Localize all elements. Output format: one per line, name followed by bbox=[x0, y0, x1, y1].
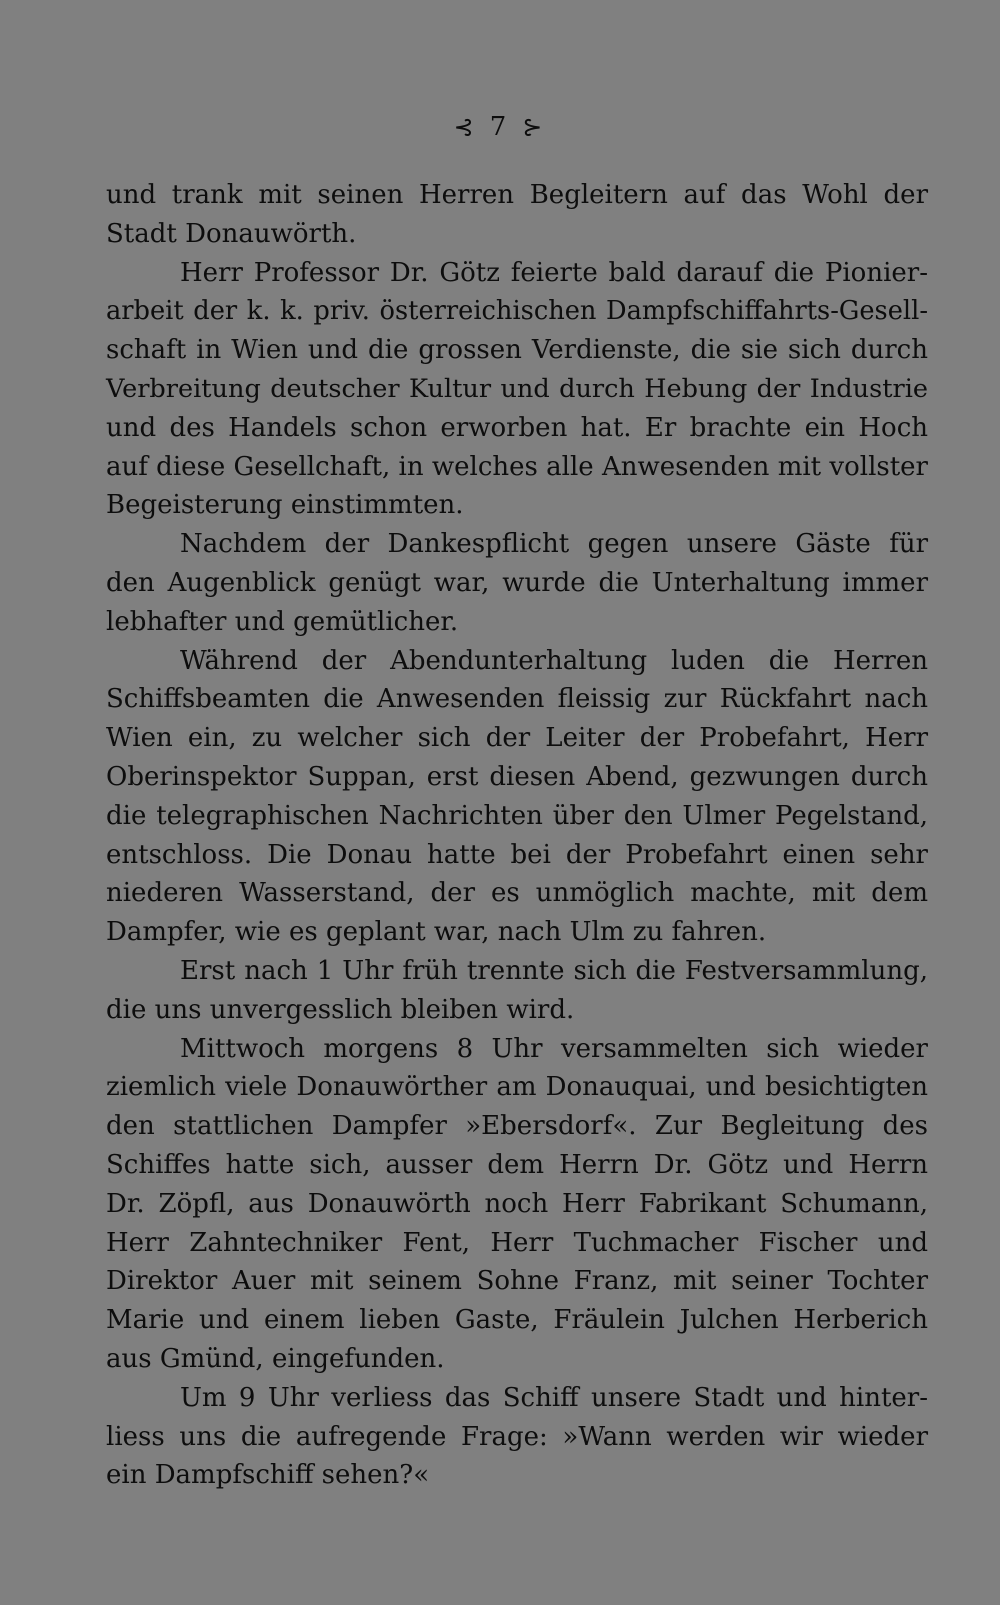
text-line: Direktor Auer mit seinem Sohne Franz, mit seiner Tochter bbox=[106, 1266, 928, 1297]
text-line: Verbreitung deutscher Kultur und durch Hebung der Industrie bbox=[106, 373, 928, 404]
body-text bbox=[106, 176, 928, 1495]
text-line: Nachdem der Dankespflicht gegen unsere Gäste für bbox=[180, 529, 928, 560]
page-number: 7 bbox=[489, 112, 511, 142]
text-line: Herr Professor Dr. Götz feierte bald darauf die Pionier- bbox=[180, 257, 928, 288]
text-line: Marie und einem lieben Gaste, Fräulein Julchen Herberich bbox=[106, 1305, 928, 1336]
text-line: arbeit der k. k. priv. österreichischen Dampfschiffahrts-Gesell- bbox=[106, 296, 928, 327]
text-line: Stadt Donauwörth. bbox=[106, 218, 357, 249]
page-header bbox=[0, 112, 1000, 142]
text-line: auf diese Gesellchaft, in welches alle Anwesenden mit vollster bbox=[106, 451, 928, 482]
text-line: Begeisterung einstimmten. bbox=[106, 490, 464, 521]
text-line: und des Handels schon erworben hat. Er brachte ein Hoch bbox=[106, 412, 928, 443]
text-line: die uns unvergesslich bleiben wird. bbox=[106, 994, 575, 1025]
text-line: Herr Zahntechniker Fent, Herr Tuchmacher Fischer und bbox=[106, 1227, 928, 1258]
text-line: niederen Wasserstand, der es unmöglich machte, mit dem bbox=[106, 878, 928, 909]
text-line: Schiffes hatte sich, ausser dem Herrn Dr. Götz und Herrn bbox=[106, 1149, 928, 1180]
text-line: ein Dampfschiff sehen?« bbox=[106, 1460, 430, 1491]
right-ornament-icon: ⊱ bbox=[522, 113, 547, 141]
text-line: und trank mit seinen Herren Begleitern auf das Wohl der bbox=[106, 180, 928, 210]
text-line: Während der Abendunterhaltung luden die Herren bbox=[180, 645, 928, 676]
text-line: Um 9 Uhr verliess das Schiff unsere Stadt und hinter- bbox=[180, 1382, 928, 1413]
text-line: liess uns die aufregende Frage: »Wann werden wir wieder bbox=[106, 1421, 928, 1452]
text-line: den Augenblick genügt war, wurde die Unterhaltung immer bbox=[106, 567, 928, 598]
left-ornament-icon: ⊰ bbox=[453, 113, 478, 141]
text-line: Mittwoch morgens 8 Uhr versammelten sich wieder bbox=[180, 1033, 928, 1064]
text-line: Dr. Zöpfl, aus Donauwörth noch Herr Fabrikant Schumann, bbox=[106, 1188, 928, 1219]
text-line: Erst nach 1 Uhr früh trennte sich die Festversammlung, bbox=[180, 955, 928, 986]
text-line: die telegraphischen Nachrichten über den Ulmer Pegelstand, bbox=[106, 800, 928, 831]
text-line: lebhafter und gemütlicher. bbox=[106, 606, 459, 637]
text-line: Dampfer, wie es geplant war, nach Ulm zu fahren. bbox=[106, 917, 767, 948]
text-line: Oberinspektor Suppan, erst diesen Abend, gezwungen durch bbox=[106, 761, 928, 792]
text-line: ziemlich viele Donauwörther am Donauquai, und besichtigten bbox=[106, 1072, 928, 1103]
text-line: den stattlichen Dampfer »Ebersdorf«. Zur Begleitung des bbox=[106, 1111, 928, 1142]
text-line: Wien ein, zu welcher sich der Leiter der Probefahrt, Herr bbox=[106, 723, 928, 754]
text-line: schaft in Wien und die grossen Verdienste, die sie sich durch bbox=[106, 335, 928, 366]
text-line: entschloss. Die Donau hatte bei der Probefahrt einen sehr bbox=[106, 839, 928, 870]
text-line: Schiffsbeamten die Anwesenden fleissig zur Rückfahrt nach bbox=[106, 684, 928, 715]
text-line: aus Gmünd, eingefunden. bbox=[106, 1343, 445, 1374]
